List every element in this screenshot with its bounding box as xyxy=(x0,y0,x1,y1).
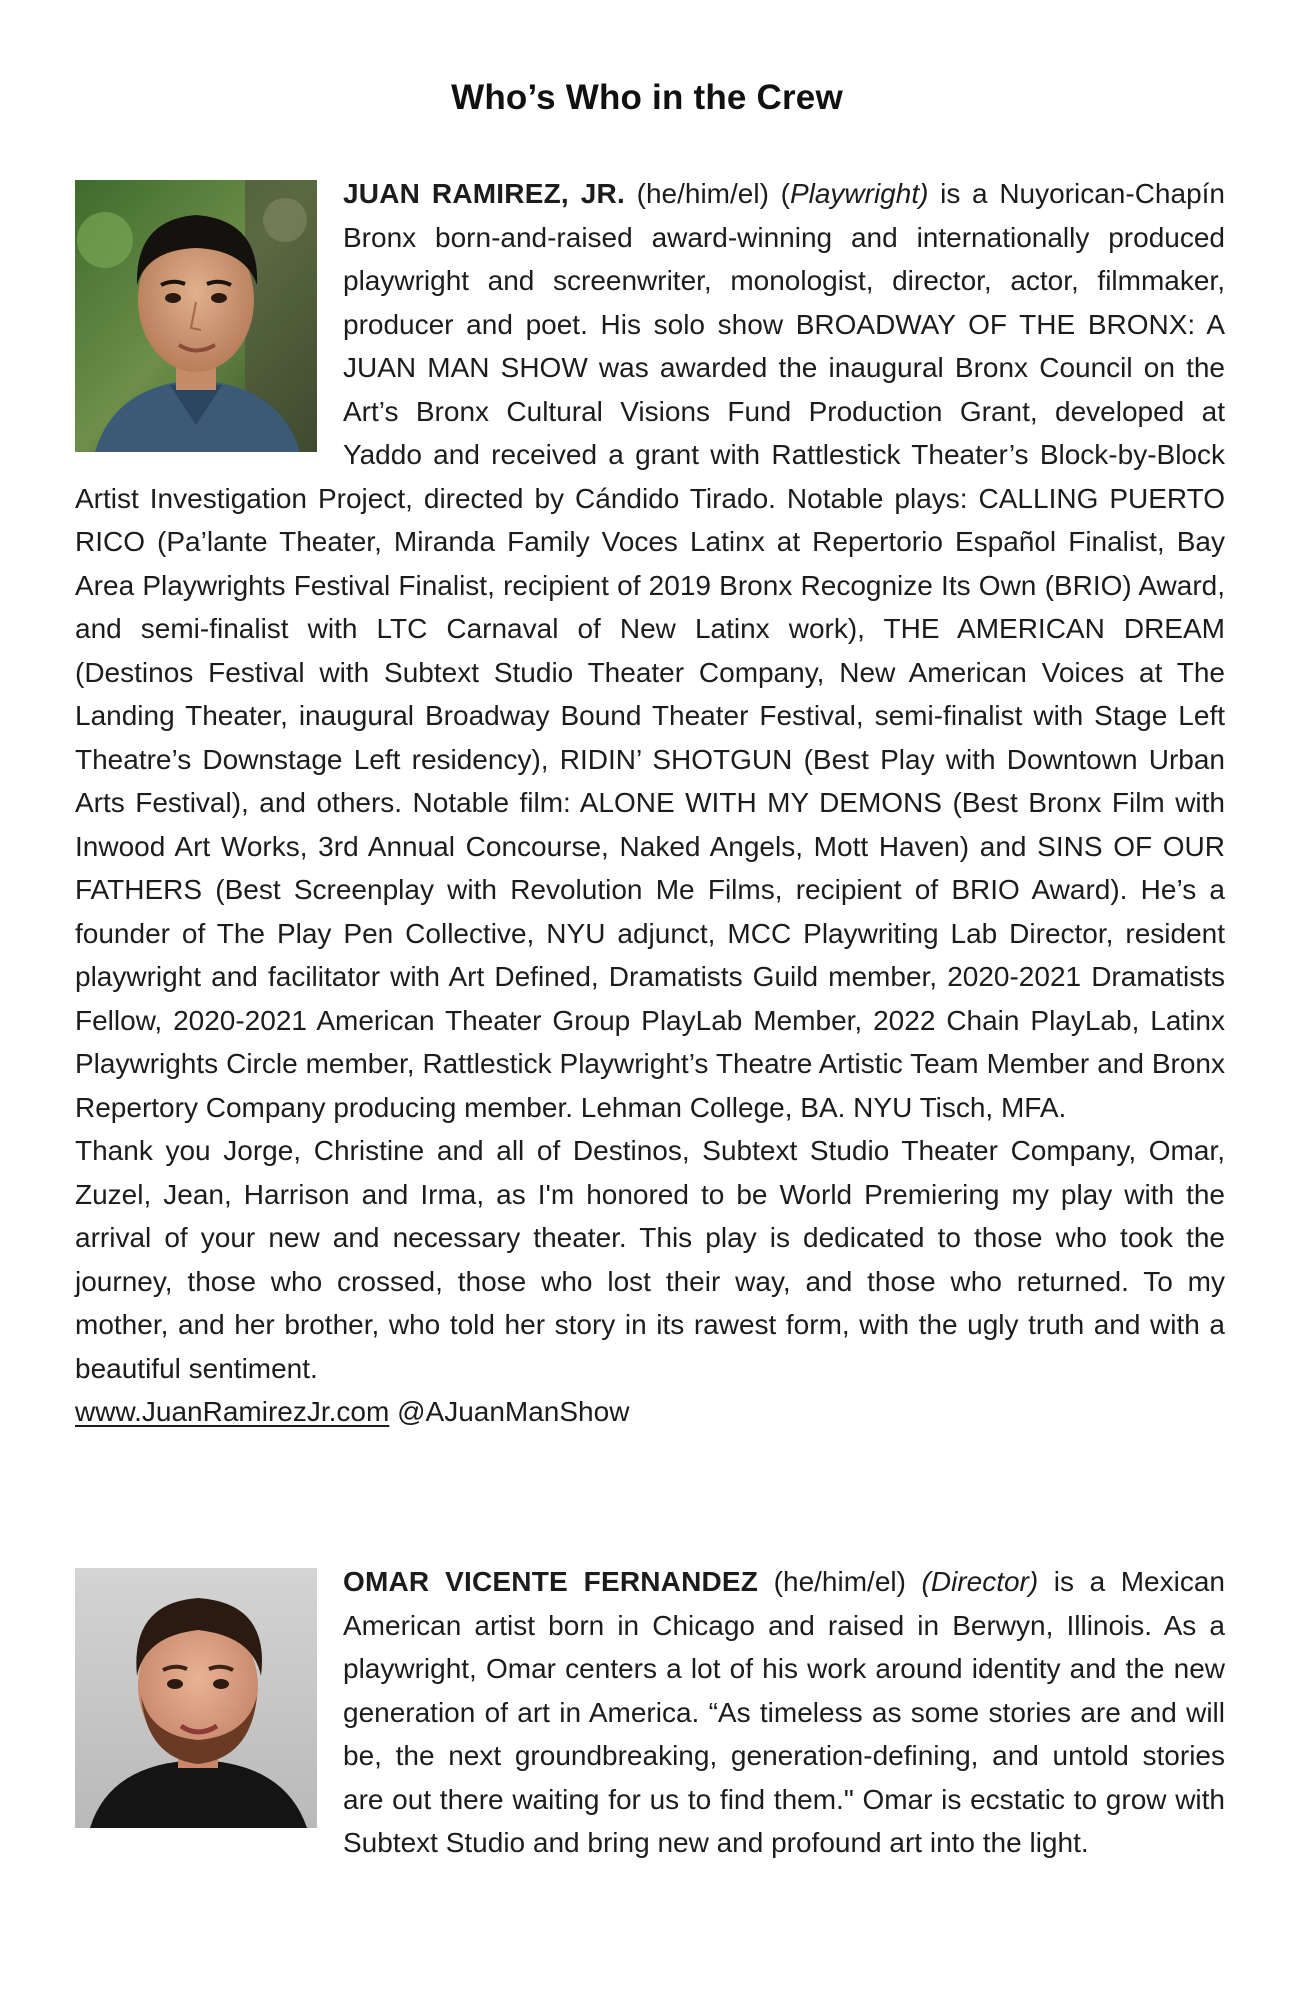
crew-thanks-text: Thank you Jorge, Christine and all of Destinos, Subtext Studio Theater Company, Omar, Zuzel, Jean, Harrison and Irma, as I'm honored to be World Premiering my play with the arrival of your new and necessary theater. This play is dedicated to those who took the journey, those who crossed, those who lost their way, and those who returned. To my mother, and her brother, who told her story in its rawest form, with the ugly truth and with a beautiful sentiment. xyxy=(75,1135,1225,1384)
crew-bio-juan-ramirez xyxy=(75,172,1225,1434)
headshot-photo-juan-ramirez xyxy=(75,180,317,452)
crew-bio-omar-fernandez xyxy=(75,1560,1225,1865)
crew-name: JUAN RAMIREZ, JR. xyxy=(343,178,625,209)
crew-pronouns: (he/him/el) ( xyxy=(624,178,790,209)
crew-bio-text: is a Nuyorican-Chapín Bronx born-and-raised award-winning and internationally produced playwright and screenwriter, monologist, director, actor, filmmaker, producer and poet. His solo show BROADWAY OF THE BRONX: A JUAN MAN SHOW was awarded the inaugural Bronx Council on the Art’s Bronx Cultural Visions Fund Production Grant, developed at Yaddo and received a grant with Rattlestick Theater’s Block-by-Block Artist Investigation Project, directed by Cándido Tirado. Notable plays: CALLING PUERTO RICO (Pa’lante Theater, Miranda Family Voces Latinx at Repertorio Español Finalist, Bay Area Playwrights Festival Finalist, recipient of 2019 Bronx Recognize Its Own (BRIO) Award, and semi-finalist with LTC Carnaval of New Latinx work), THE AMERICAN DREAM (Destinos Festival with Subtext Studio Theater Company, New American Voices at The Landing Theater, inaugural Broadway Bound Theater Festival, semi-finalist with Stage Left Theatre’s Downstage Left residency), RIDIN’ SHOTGUN (Best Play with Downtown Urban Arts Festival), and others. Notable film: ALONE WITH MY DEMONS (Best Bronx Film with Inwood Art Works, 3rd Annual Concourse, Naked Angels, Mott Haven) and SINS OF OUR FATHERS (Best Screenplay with Revolution Me Films, recipient of BRIO Award). He’s a founder of The Play Pen Collective, NYU adjunct, MCC Playwriting Lab Director, resident playwright and facilitator with Art Defined, Dramatists Guild member, 2020-2021 Dramatists Fellow, 2020-2021 American Theater Group PlayLab Member, 2022 Chain PlayLab, Latinx Playwrights Circle member, Rattlestick Playwright’s Theatre Artistic Team Member and Bronx Repertory Company producing member. Lehman College, BA. NYU Tisch, MFA. xyxy=(75,178,1225,1123)
crew-name: OMAR VICENTE FERNANDEZ xyxy=(343,1566,759,1597)
headshot-omar-fernandez-image xyxy=(75,1568,317,1828)
headshot-photo-omar-fernandez xyxy=(75,1568,317,1828)
headshot-juan-ramirez-image xyxy=(75,180,317,452)
crew-bio-text: is a Mexican American artist born in Chicago and raised in Berwyn, Illinois. As a playwright, Omar centers a lot of his work around identity and the new generation of art in America. “As timeless as some stories are and will be, the next groundbreaking, generation-defining, and untold stories are out there waiting for us to find them." Omar is ecstatic to grow with Subtext Studio and bring new and profound art into the light. xyxy=(343,1566,1225,1858)
page-title: Who’s Who in the Crew xyxy=(451,78,843,117)
crew-role: (Director) xyxy=(921,1566,1039,1597)
crew-pronouns: (he/him/el) xyxy=(758,1566,922,1597)
crew-links xyxy=(75,1390,1225,1434)
website-link[interactable]: www.JuanRamirezJr.com xyxy=(75,1396,390,1427)
crew-role: Playwright) xyxy=(789,178,929,209)
social-handle: @AJuanManShow xyxy=(389,1396,630,1427)
